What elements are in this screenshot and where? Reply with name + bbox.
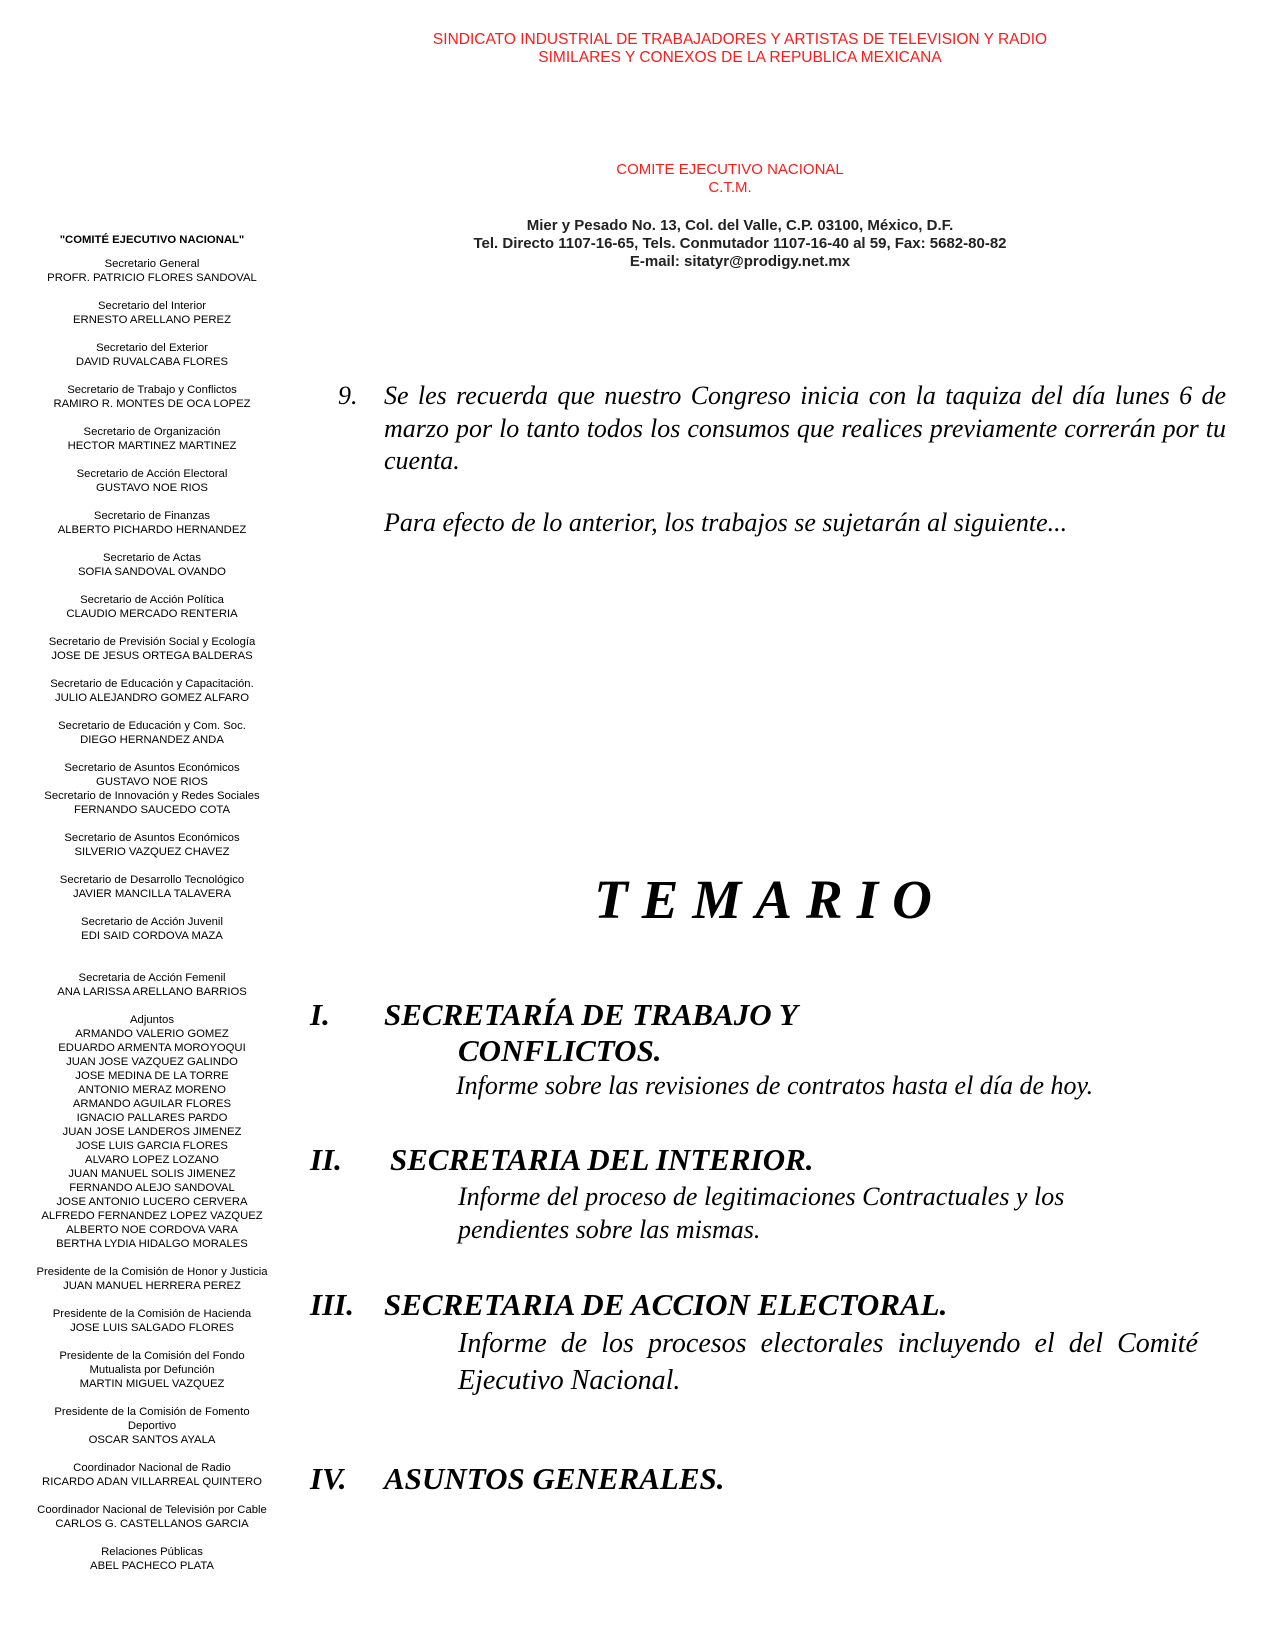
sidebar-commission bbox=[18, 1545, 286, 1573]
adjunto-name: ARMANDO VALERIO GOMEZ bbox=[75, 1028, 229, 1040]
adjuntos-label: Adjuntos bbox=[130, 1014, 174, 1026]
agenda-item-heading-cont: CONFLICTOS. bbox=[458, 1033, 662, 1068]
sidebar-entry bbox=[18, 383, 286, 411]
point-9-number: 9. bbox=[338, 381, 358, 410]
sidebar-commission bbox=[18, 1307, 286, 1335]
agenda-item-3 bbox=[310, 1287, 1230, 1399]
adjunto-name: ALVARO LOPEZ LOZANO bbox=[85, 1154, 219, 1166]
entry-role: Secretario de Educación y Com. Soc. bbox=[58, 720, 246, 732]
sidebar-entry bbox=[18, 635, 286, 663]
entry-role-cont: Deportivo bbox=[127, 1420, 177, 1432]
entry-role: Secretario de Finanzas bbox=[93, 510, 211, 522]
agenda-item-heading: SECRETARIA DEL INTERIOR. bbox=[390, 1142, 814, 1177]
agenda-item-number: II. bbox=[310, 1142, 342, 1177]
adjunto-name: JUAN MANUEL SOLIS JIMENEZ bbox=[68, 1168, 236, 1180]
sidebar-entry bbox=[18, 915, 286, 943]
temario-title: TEMARIO bbox=[594, 869, 946, 930]
address-email: E-mail: sitatyr@prodigy.net.mx bbox=[629, 253, 851, 270]
adjunto-name: JUAN JOSE LANDEROS JIMENEZ bbox=[62, 1126, 242, 1138]
entry-role: Secretario de Desarrollo Tecnológico bbox=[59, 874, 245, 886]
entry-role: Secretario de Previsión Social y Ecología bbox=[48, 636, 256, 648]
adjunto-name: BERTHA LYDIA HIDALGO MORALES bbox=[56, 1238, 248, 1250]
adjunto-name: JUAN JOSE VAZQUEZ GALINDO bbox=[66, 1056, 238, 1068]
entry-role: Secretario de Educación y Capacitación. bbox=[50, 678, 254, 690]
adjunto-name: EDUARDO ARMENTA MOROYOQUI bbox=[58, 1042, 246, 1054]
agenda-item-description: Informe sobre las revisiones de contratos hasta el día de hoy. bbox=[456, 1071, 1094, 1100]
agenda-item-number: I. bbox=[310, 997, 330, 1032]
entry-name: RAMIRO R. MONTES DE OCA LOPEZ bbox=[53, 398, 251, 410]
union-name-line1: SINDICATO INDUSTRIAL DE TRABAJADORES Y ARTISTAS DE TELEVISION Y RADIO bbox=[432, 31, 1048, 48]
entry-name: ALBERTO PICHARDO HERNANDEZ bbox=[57, 524, 247, 536]
sidebar-entry bbox=[18, 341, 286, 369]
agenda-item-number: III. bbox=[310, 1287, 354, 1322]
agenda-item-2 bbox=[310, 1142, 1230, 1246]
agenda-item-description-line: Informe del proceso de legitimaciones Contractuales y los bbox=[458, 1182, 1065, 1211]
entry-role: Secretario de Asuntos Económicos bbox=[64, 832, 240, 844]
sidebar-title: "COMITÉ EJECUTIVO NACIONAL" bbox=[59, 234, 245, 246]
entry-name: FERNANDO SAUCEDO COTA bbox=[73, 804, 231, 816]
entry-name: ANA LARISSA ARELLANO BARRIOS bbox=[57, 986, 247, 998]
entry-name: MARTIN MIGUEL VAZQUEZ bbox=[79, 1378, 225, 1390]
entry-role: Coordinador Nacional de Televisión por Cable bbox=[37, 1504, 267, 1516]
committee-line1: COMITE EJECUTIVO NACIONAL bbox=[616, 161, 844, 178]
entry-name: ERNESTO ARELLANO PEREZ bbox=[73, 314, 231, 326]
entry-name: DAVID RUVALCABA FLORES bbox=[75, 356, 229, 368]
sidebar-commission bbox=[18, 1405, 286, 1447]
adjunto-name: FERNANDO ALEJO SANDOVAL bbox=[69, 1182, 235, 1194]
sidebar-commission bbox=[18, 1461, 286, 1489]
entry-name: CLAUDIO MERCADO RENTERIA bbox=[66, 608, 238, 620]
entry-name: EDI SAID CORDOVA MAZA bbox=[81, 930, 223, 942]
sidebar-commission bbox=[18, 1349, 286, 1391]
entry-role: Secretario de Trabajo y Conflictos bbox=[67, 384, 237, 396]
entry-role: Secretaria de Acción Femenil bbox=[78, 972, 226, 984]
entry-name: JOSE LUIS SALGADO FLORES bbox=[70, 1322, 234, 1334]
entry-name: ABEL PACHECO PLATA bbox=[90, 1560, 214, 1572]
adjunto-name: ARMANDO AGUILAR FLORES bbox=[72, 1098, 232, 1110]
point-9-text: Se les recuerda que nuestro Congreso inicia con la taquiza del día lunes 6 de marzo por lo tanto todos los consumos que realices previamente correrán por tu cuenta. bbox=[384, 381, 1226, 475]
sidebar-entry bbox=[18, 719, 286, 747]
entry-role: Secretario de Organización bbox=[83, 426, 221, 438]
sidebar-commission bbox=[18, 1503, 286, 1531]
entry-role: Relaciones Públicas bbox=[101, 1546, 203, 1558]
entry-name: SOFIA SANDOVAL OVANDO bbox=[78, 566, 226, 578]
entry-role-cont: Mutualista por Defunción bbox=[89, 1364, 215, 1376]
agenda-item-number: IV. bbox=[310, 1461, 347, 1496]
entry-name: PROFR. PATRICIO FLORES SANDOVAL bbox=[47, 272, 257, 284]
entry-role: Secretario del Interior bbox=[98, 300, 206, 312]
sidebar-entry bbox=[18, 677, 286, 705]
entry-name: DIEGO HERNANDEZ ANDA bbox=[80, 734, 224, 746]
sidebar-entry bbox=[18, 789, 286, 817]
agenda-item-heading: SECRETARÍA DE TRABAJO Y bbox=[384, 997, 798, 1032]
sidebar-entry bbox=[18, 873, 286, 901]
adjuntos-list bbox=[18, 1013, 286, 1251]
entry-name: SILVERIO VAZQUEZ CHAVEZ bbox=[74, 846, 230, 858]
entry-name: OSCAR SANTOS AYALA bbox=[88, 1434, 216, 1446]
sidebar-entry bbox=[18, 761, 286, 789]
entry-role: Secretario de Actas bbox=[103, 552, 201, 564]
entry-role: Presidente de la Comisión de Honor y Justicia bbox=[36, 1266, 268, 1278]
adjunto-name: JOSE LUIS GARCIA FLORES bbox=[76, 1140, 228, 1152]
sidebar-entry bbox=[18, 299, 286, 327]
address-line2: Tel. Directo 1107-16-65, Tels. Conmutador 1107-16-40 al 59, Fax: 5682-80-82 bbox=[473, 235, 1007, 252]
follow-text: Para efecto de lo anterior, los trabajos se sujetarán al siguiente... bbox=[384, 508, 1068, 537]
adjunto-name: ALFREDO FERNANDEZ LOPEZ VAZQUEZ bbox=[41, 1210, 263, 1222]
adjunto-name: IGNACIO PALLARES PARDO bbox=[76, 1112, 228, 1124]
adjunto-name: JOSE ANTONIO LUCERO CERVERA bbox=[56, 1196, 248, 1208]
committee-sidebar bbox=[18, 233, 286, 1587]
entry-name: JULIO ALEJANDRO GOMEZ ALFARO bbox=[55, 692, 249, 704]
entry-role: Secretario de Asuntos Económicos bbox=[64, 762, 240, 774]
entry-name: GUSTAVO NOE RIOS bbox=[96, 776, 208, 788]
entry-name: JAVIER MANCILLA TALAVERA bbox=[72, 888, 231, 900]
point-9 bbox=[338, 380, 1226, 478]
entry-role: Secretario de Acción Política bbox=[80, 594, 224, 606]
sidebar-entry bbox=[18, 551, 286, 579]
sidebar-entry bbox=[18, 425, 286, 453]
agenda-item-1 bbox=[310, 997, 1230, 1102]
entry-role: Coordinador Nacional de Radio bbox=[73, 1462, 231, 1474]
committee-line2: C.T.M. bbox=[708, 179, 752, 196]
entry-name: RICARDO ADAN VILLARREAL QUINTERO bbox=[42, 1476, 262, 1488]
agenda-item-heading: ASUNTOS GENERALES. bbox=[384, 1461, 725, 1496]
adjunto-name: ALBERTO NOE CORDOVA VARA bbox=[66, 1224, 238, 1236]
entry-role: Secretario de Innovación y Redes Sociales bbox=[44, 790, 260, 802]
address-line1: Mier y Pesado No. 13, Col. del Valle, C.P. 03100, México, D.F. bbox=[526, 217, 954, 234]
sidebar-entry bbox=[18, 831, 286, 859]
union-name-line2: SIMILARES Y CONEXOS DE LA REPUBLICA MEXICANA bbox=[538, 49, 942, 66]
entry-role: Presidente de la Comisión de Hacienda bbox=[52, 1308, 252, 1320]
agenda-item-description: Informe de los procesos electorales incluyendo el del Comité Ejecutivo Nacional. bbox=[458, 1328, 1198, 1396]
entry-role: Secretario del Exterior bbox=[96, 342, 208, 354]
sidebar-entry bbox=[18, 971, 286, 999]
agenda-item-4 bbox=[310, 1461, 1230, 1497]
agenda-item-description bbox=[458, 1180, 1230, 1246]
adjunto-name: ANTONIO MERAZ MORENO bbox=[78, 1084, 226, 1096]
entry-role: Presidente de la Comisión de Fomento bbox=[54, 1406, 250, 1418]
agenda-item-description-line: pendientes sobre las mismas. bbox=[458, 1215, 761, 1244]
entry-role: Secretario General bbox=[104, 258, 200, 270]
entry-name: JUAN MANUEL HERRERA PEREZ bbox=[63, 1280, 241, 1292]
sidebar-entry bbox=[18, 257, 286, 285]
adjunto-name: JOSE MEDINA DE LA TORRE bbox=[75, 1070, 229, 1082]
sidebar-entry bbox=[18, 509, 286, 537]
entry-name: HECTOR MARTINEZ MARTINEZ bbox=[67, 440, 237, 452]
sidebar-commission bbox=[18, 1265, 286, 1293]
address-block bbox=[400, 217, 1080, 271]
agenda-item-heading: SECRETARIA DE ACCION ELECTORAL. bbox=[384, 1287, 948, 1322]
committee-header bbox=[530, 161, 930, 197]
entry-name: GUSTAVO NOE RIOS bbox=[96, 482, 208, 494]
entry-role: Presidente de la Comisión del Fondo bbox=[59, 1350, 245, 1362]
union-name-header bbox=[380, 31, 1100, 67]
entry-name: JOSE DE JESUS ORTEGA BALDERAS bbox=[51, 650, 253, 662]
sidebar-entry bbox=[18, 467, 286, 495]
entry-role: Secretario de Acción Electoral bbox=[76, 468, 228, 480]
sidebar-entry bbox=[18, 593, 286, 621]
entry-name: CARLOS G. CASTELLANOS GARCIA bbox=[55, 1518, 249, 1530]
entry-role: Secretario de Acción Juvenil bbox=[81, 916, 223, 928]
